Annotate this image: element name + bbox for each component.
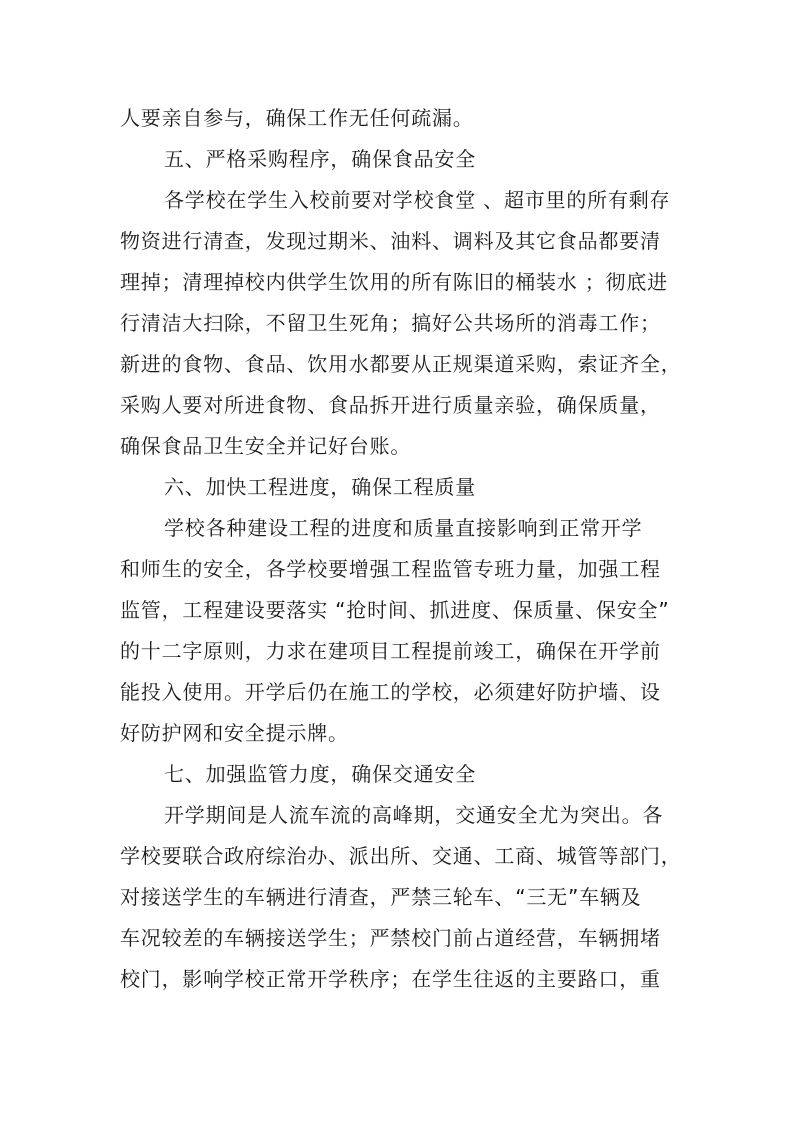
paragraph-line: 理掉；清理掉校内供学生饮用的所有陈旧的桶装水 ；彻底进	[120, 270, 668, 294]
paragraph-line: 的十二字原则，力求在建项目工程提前竣工，确保在开学前	[120, 639, 661, 663]
paragraph-line: 采购人要对所进食物、食品拆开进行质量亲验，确保质量，	[120, 393, 661, 417]
paragraph-line: 对接送学生的车辆进行清查，严禁三轮车、“三无”车辆及	[120, 885, 642, 909]
section-heading: 五、严格采购程序，确保食品安全	[164, 147, 476, 171]
paragraph-line: 各学校在学生入校前要对学校食堂 、超市里的所有剩存	[164, 188, 671, 212]
section-heading: 六、加快工程进度，确保工程质量	[164, 475, 476, 499]
paragraph-line: 能投入使用。开学后仍在施工的学校，必须建好防护墙、设	[120, 680, 661, 704]
paragraph-line: 确保食品卫生安全并记好台账。	[120, 434, 412, 458]
paragraph-line: 物资进行清查，发现过期米、油料、调料及其它食品都要清	[120, 229, 661, 253]
paragraph-line: 行清洁大扫除，不留卫生死角；搞好公共场所的消毒工作；	[120, 311, 661, 335]
paragraph-line: 和师生的安全，各学校要增强工程监管专班力量，加强工程	[120, 557, 661, 581]
paragraph-line: 监管，工程建设要落实 “抢时间、抓进度、保质量、保安全”	[120, 598, 670, 622]
paragraph-line: 人要亲自参与，确保工作无任何疏漏。	[120, 106, 474, 130]
paragraph-line: 车况较差的车辆接送学生；严禁校门前占道经营，车辆拥堵	[120, 926, 661, 950]
section-heading: 七、加强监管力度，确保交通安全	[164, 762, 476, 786]
paragraph-line: 学校各种建设工程的进度和质量直接影响到正常开学	[164, 516, 643, 540]
paragraph-line: 新进的食物、食品、饮用水都要从正规渠道采购，索证齐全，	[120, 352, 682, 376]
paragraph-line: 好防护网和安全提示牌。	[120, 721, 349, 745]
paragraph-line: 学校要联合政府综治办、派出所、交通、工商、城管等部门，	[120, 844, 682, 868]
paragraph-line: 校门，影响学校正常开学秩序；在学生往返的主要路口，重	[120, 967, 661, 991]
paragraph-line: 开学期间是人流车流的高峰期，交通安全尤为突出。各	[164, 803, 664, 827]
